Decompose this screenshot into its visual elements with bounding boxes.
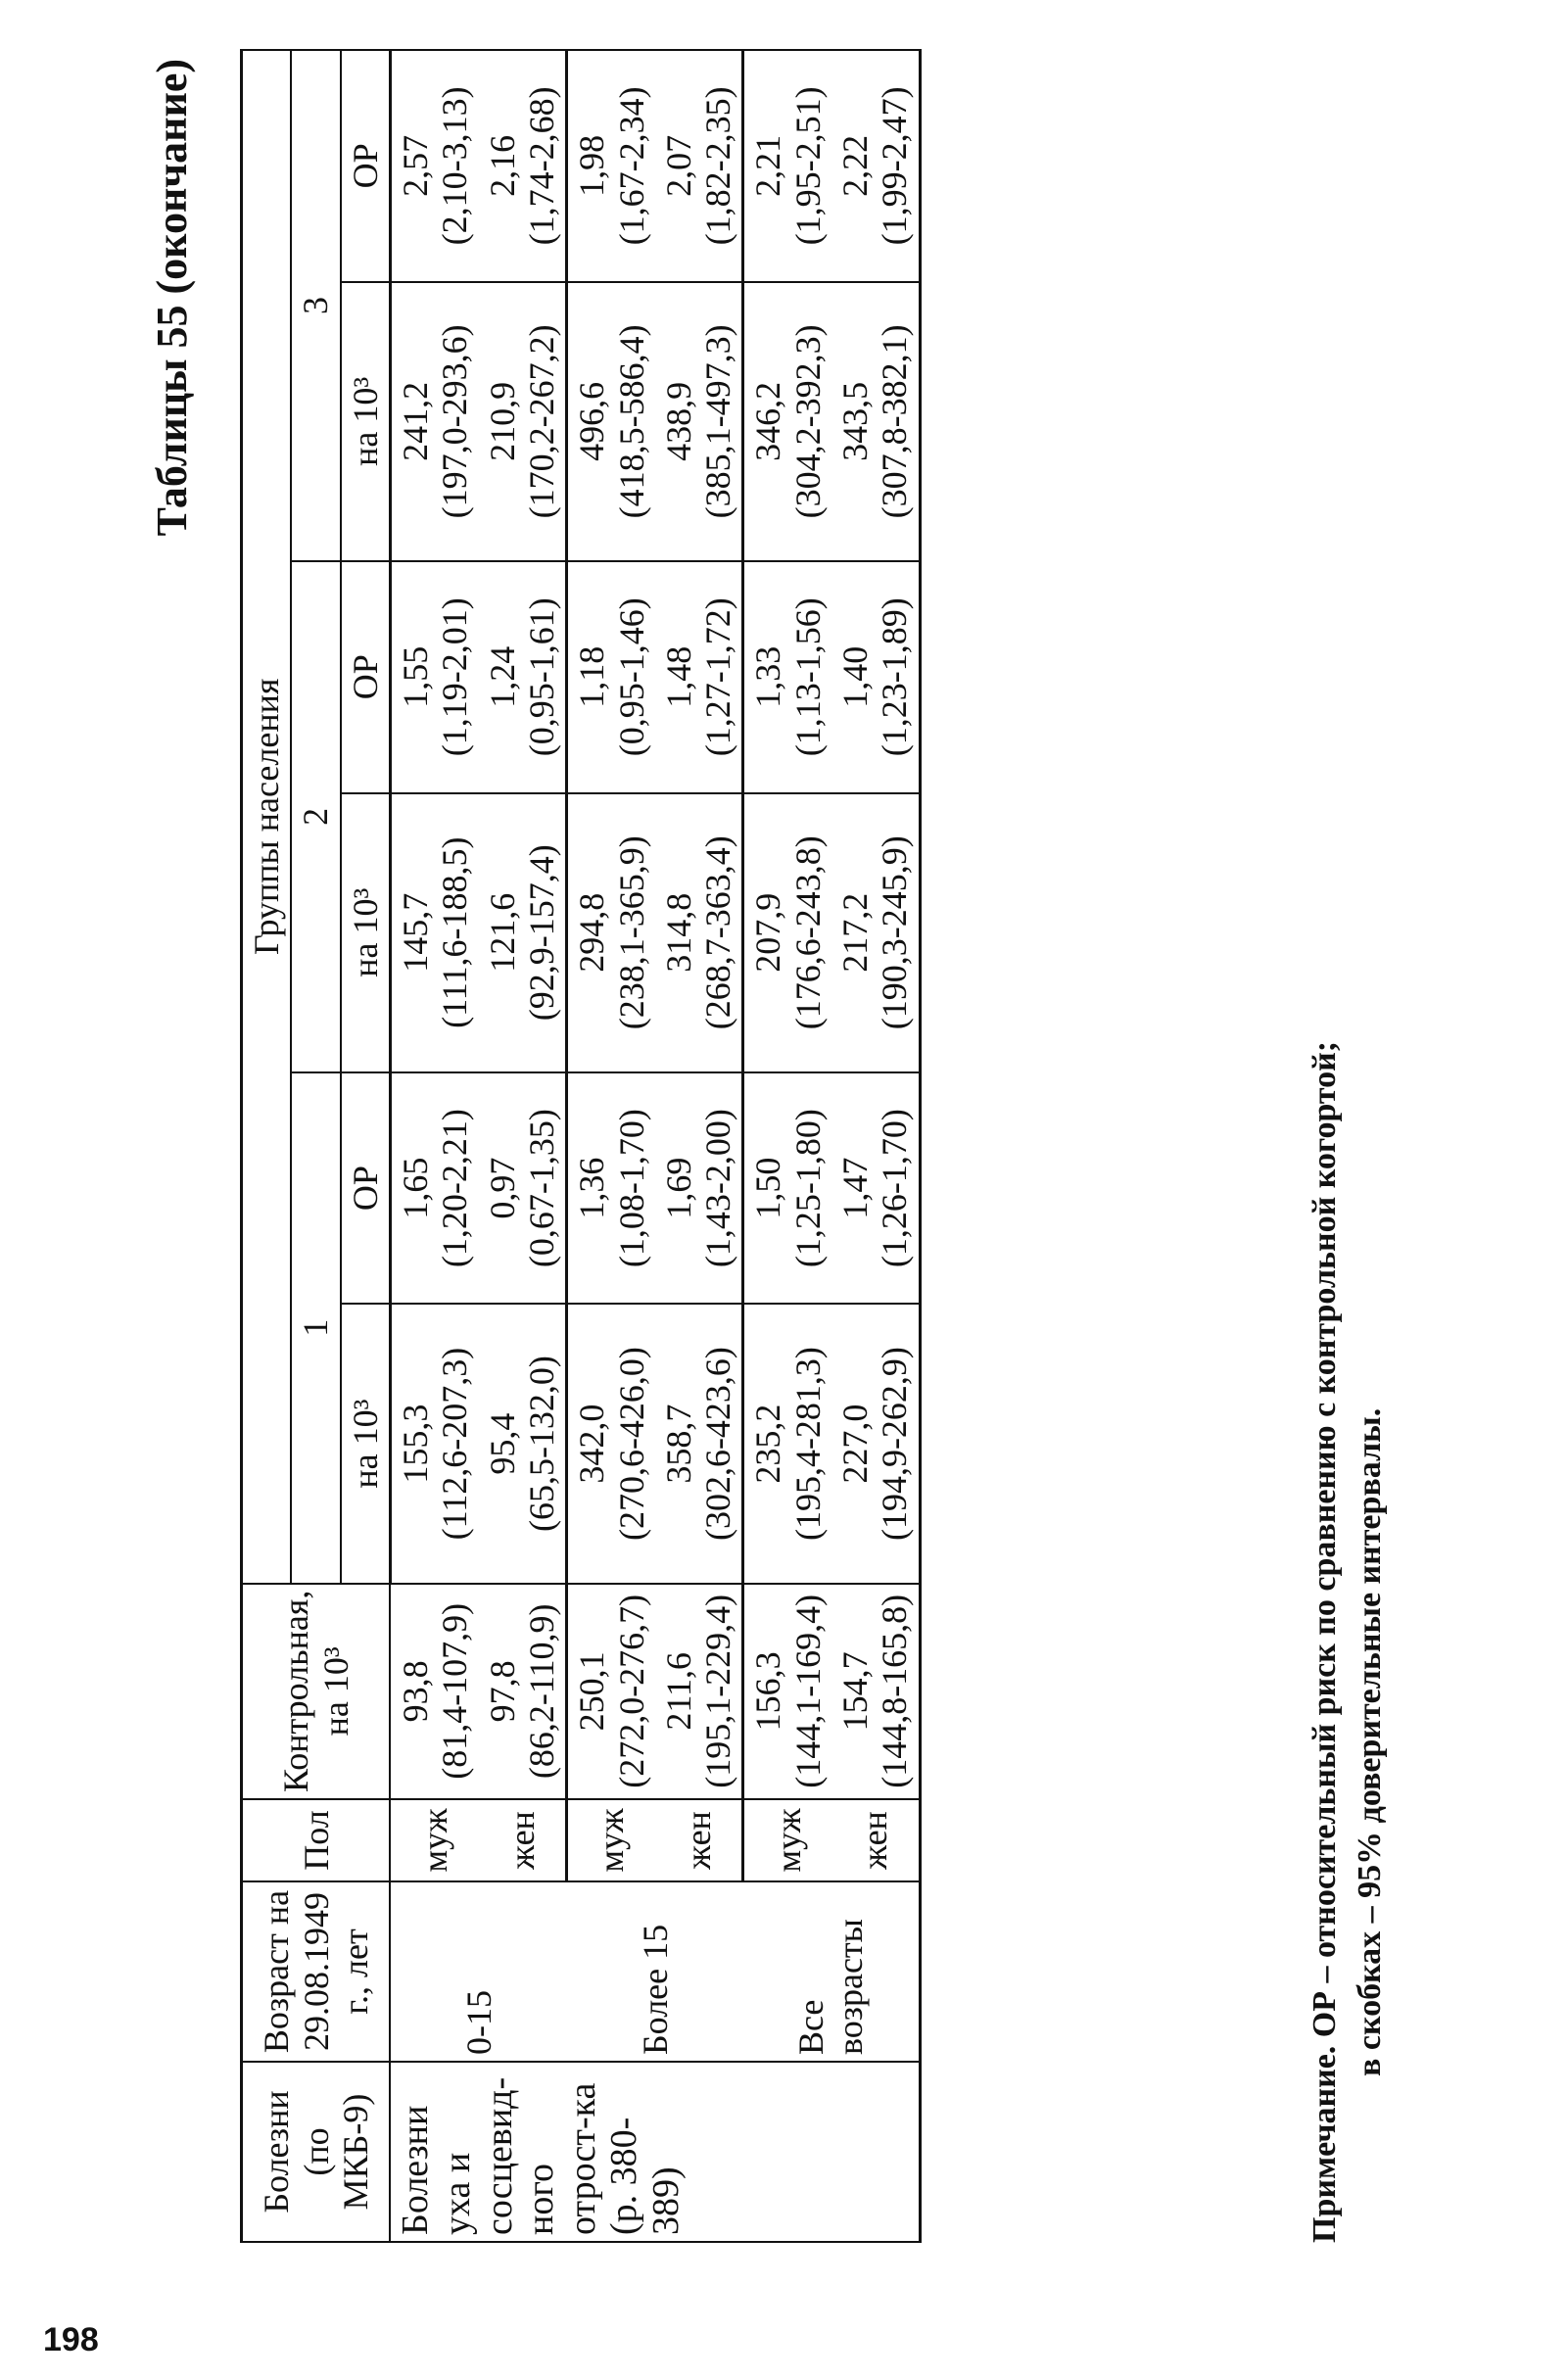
g2-or-cell: 1,33 (1,13-1,56) <box>743 561 831 793</box>
g3-or-cell: 2,21 (1,95-2,51) <box>743 50 831 282</box>
age-group: 0-15 <box>390 1881 566 2062</box>
g1-cell: 95,4 (65,5-132,0) <box>479 1304 567 1583</box>
header-g3-per: на 10³ <box>341 282 391 561</box>
header-sex: Пол <box>242 1799 391 1881</box>
g2-cell: 294,8 (238,1-365,9) <box>567 793 655 1072</box>
disease-name: Болезни уха и сосцевид-ного отрост-ка (р. 380-389) <box>390 2062 920 2242</box>
g2-or-cell: 1,24 (0,95-1,61) <box>479 561 567 793</box>
sex-cell: муж <box>743 1799 831 1881</box>
g1-cell: 358,7 (302,6-423,6) <box>655 1304 743 1583</box>
header-control: Контрольная, на 10³ <box>242 1584 391 1799</box>
header-g2-per: на 10³ <box>341 793 391 1072</box>
header-group-3: 3 <box>291 50 340 561</box>
g2-or-cell: 1,18 (0,95-1,46) <box>567 561 655 793</box>
g1-or-cell: 1,65 (1,20-2,21) <box>390 1072 478 1305</box>
header-groups: Группы населения <box>242 50 292 1584</box>
header-g1-or: ОР <box>341 1072 391 1305</box>
control-cell: 156,3 (144,1-169,4) <box>743 1584 831 1799</box>
g3-or-cell: 2,57 (2,10-3,13) <box>390 50 478 282</box>
g3-cell: 241,2 (197,0-293,6) <box>390 282 478 561</box>
g3-cell: 496,6 (418,5-586,4) <box>567 282 655 561</box>
g2-or-cell: 1,40 (1,23-1,89) <box>831 561 920 793</box>
g1-or-cell: 1,47 (1,26-1,70) <box>831 1072 920 1305</box>
table-note <box>1303 49 1393 2243</box>
g3-or-cell: 1,98 (1,67-2,34) <box>567 50 655 282</box>
control-cell: 97,8 (86,2-110,9) <box>479 1584 567 1799</box>
data-table <box>240 49 922 2243</box>
sex-cell: жен <box>655 1799 743 1881</box>
sex-cell: муж <box>390 1799 478 1881</box>
sex-cell: муж <box>567 1799 655 1881</box>
control-cell: 250,1 (272,0-276,7) <box>567 1584 655 1799</box>
g3-or-cell: 2,22 (1,99-2,47) <box>831 50 920 282</box>
g1-cell: 155,3 (112,6-207,3) <box>390 1304 478 1583</box>
g3-or-cell: 2,16 (1,74-2,68) <box>479 50 567 282</box>
table-title: Таблицы 55 (окончание) <box>148 59 196 537</box>
g1-or-cell: 1,69 (1,43-2,00) <box>655 1072 743 1305</box>
g1-cell: 235,2 (195,4-281,3) <box>743 1304 831 1583</box>
header-group-1: 1 <box>291 1072 340 1584</box>
g1-or-cell: 1,50 (1,25-1,80) <box>743 1072 831 1305</box>
age-group: Более 15 <box>567 1881 743 2062</box>
g2-cell: 121,6 (92,9-157,4) <box>479 793 567 1072</box>
header-disease: Болезни (по МКБ-9) <box>242 2062 391 2242</box>
g2-or-cell: 1,48 (1,27-1,72) <box>655 561 743 793</box>
table-row <box>567 50 655 2242</box>
g2-cell: 314,8 (268,7-363,4) <box>655 793 743 1072</box>
g3-cell: 438,9 (385,1-497,3) <box>655 282 743 561</box>
control-cell: 154,7 (144,8-165,8) <box>831 1584 920 1799</box>
g1-cell: 227,0 (194,9-262,9) <box>831 1304 920 1583</box>
table-row <box>743 50 831 2242</box>
g1-cell: 342,0 (270,6-426,0) <box>567 1304 655 1583</box>
g3-cell: 343,5 (307,8-382,1) <box>831 282 920 561</box>
control-cell: 211,6 (195,1-229,4) <box>655 1584 743 1799</box>
header-g2-or: ОР <box>341 561 391 793</box>
g2-or-cell: 1,55 (1,19-2,01) <box>390 561 478 793</box>
note-line-2: в скобках – 95% доверительные интервалы. <box>1351 1407 1388 2076</box>
g1-or-cell: 0,97 (0,67-1,35) <box>479 1072 567 1305</box>
header-g3-or: ОР <box>341 50 391 282</box>
age-group: Все возрасты <box>743 1881 920 2062</box>
rotated-page-content <box>147 49 1420 2243</box>
sex-cell: жен <box>479 1799 567 1881</box>
header-age: Возраст на 29.08.1949 г., лет <box>242 1881 391 2062</box>
page-number: 198 <box>43 2321 99 2358</box>
g2-cell: 145,7 (111,6-188,5) <box>390 793 478 1072</box>
header-group-2: 2 <box>291 561 340 1072</box>
g2-cell: 207,9 (176,6-243,8) <box>743 793 831 1072</box>
note-line-1: Примечание. ОР – относительный риск по сравнению с контрольной когортой; <box>1306 1040 1343 2243</box>
table-row <box>390 50 478 2242</box>
g3-cell: 210,9 (170,2-267,2) <box>479 282 567 561</box>
g1-or-cell: 1,36 (1,08-1,70) <box>567 1072 655 1305</box>
control-cell: 93,8 (81,4-107,9) <box>390 1584 478 1799</box>
sex-cell: жен <box>831 1799 920 1881</box>
header-g1-per: на 10³ <box>341 1304 391 1583</box>
g2-cell: 217,2 (190,3-245,9) <box>831 793 920 1072</box>
g3-cell: 346,2 (304,2-392,3) <box>743 282 831 561</box>
g3-or-cell: 2,07 (1,82-2,35) <box>655 50 743 282</box>
